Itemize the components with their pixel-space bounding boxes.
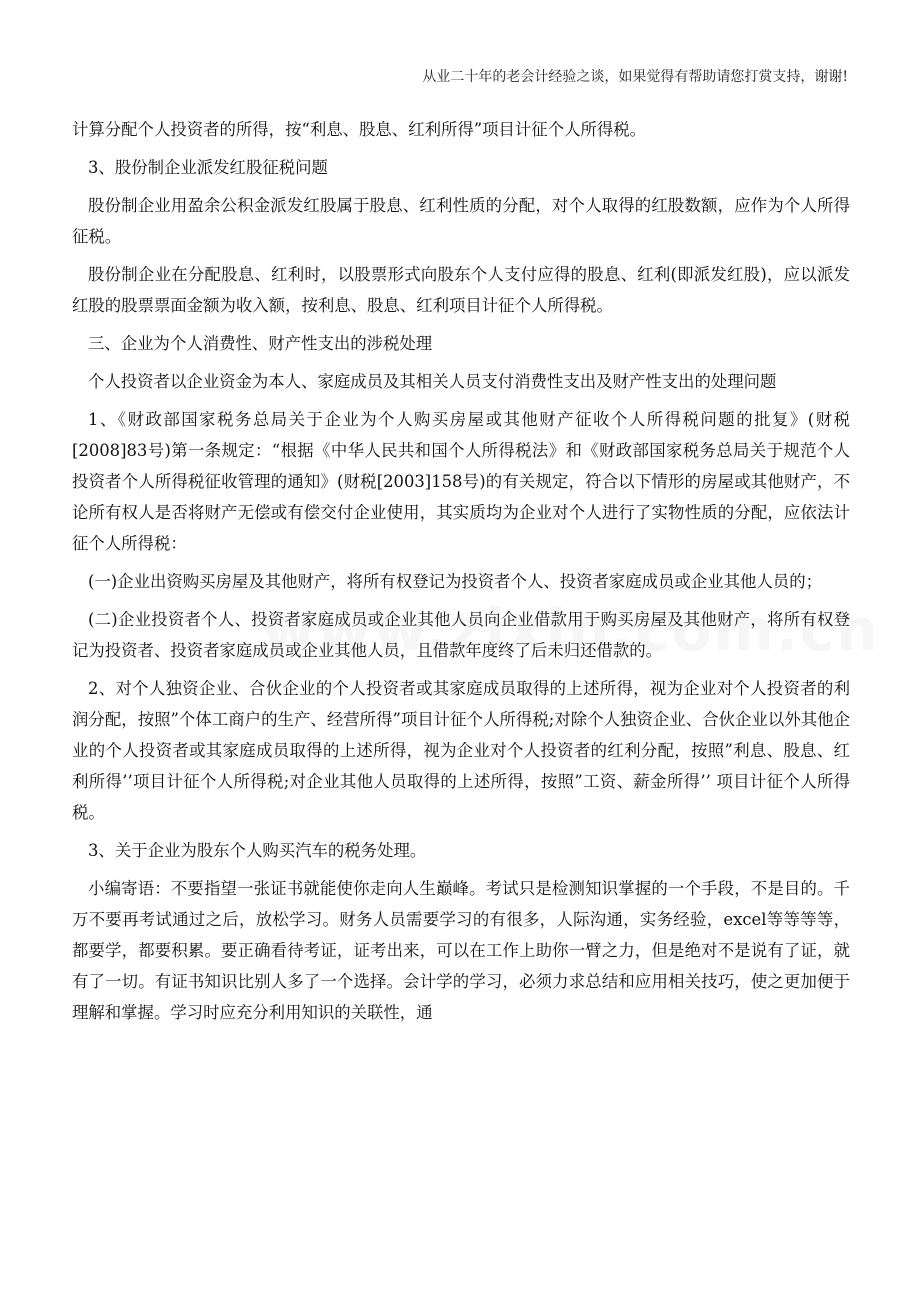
paragraph-continuation: 计算分配个人投资者的所得，按“利息、股息、红利所得”项目计征个人所得税。	[72, 120, 647, 139]
paragraph: 股份制企业用盈余公积金派发红股属于股息、红利性质的分配，对个人取得的红股数额，应作为个人所得征税。	[72, 196, 850, 246]
paragraph: 3、关于企业为股东个人购买汽车的税务处理。	[88, 841, 427, 860]
paragraph: 股份制企业在分配股息、红利时，以股票形式向股东个人支付应得的股息、红利(即派发红股)，应以派发红股的股票票面金额为收入额，按利息、股息、红利项目计征个人所得税。	[72, 265, 850, 315]
section-heading-stock-dividend: 3、股份制企业派发红股征税问题	[88, 158, 328, 177]
paragraph: 个人投资者以企业资金为本人、家庭成员及其相关人员支付消费性支出及财产性支出的处理问题	[88, 372, 777, 391]
list-item: (二)企业投资者个人、投资者家庭成员或企业其他人员向企业借款用于购买房屋及其他财产，将所有权登记为投资者、投资者家庭成员或企业其他人员，且借款年度终了后未归还借款的。	[72, 610, 850, 660]
document-body	[72, 114, 850, 1035]
editor-note: 小编寄语：不要指望一张证书就能使你走向人生巅峰。考试只是检测知识掌握的一个手段，不是目的。千万不要再考试通过之后，放松学习。财务人员需要学习的有很多，人际沟通，实务经验，excel等等等等，都要学，都要积累。要正确看待考证，证考出来，可以在工作上助你一臂之力，但是绝对不是说有了证，就有了一切。有证书知识比别人多了一个选择。会计学的学习，必须力求总结和应用相关技巧，使之更加便于理解和掌握。学习时应充分利用知识的关联性，通	[72, 879, 850, 1022]
section-heading-consumption-expenditure: 三、企业为个人消费性、财产性支出的涉税处理	[88, 334, 433, 353]
list-item: (一)企业出资购买房屋及其他财产，将所有权登记为投资者个人、投资者家庭成员或企业其他人员的；	[88, 572, 822, 591]
paragraph: 2、对个人独资企业、合伙企业的个人投资者或其家庭成员取得的上述所得，视为企业对个人投资者的利润分配，按照”个体工商户的生产、经营所得”项目计征个人所得税;对除个人独资企业、合伙企业以外其他企业的个人投资者或其家庭成员取得的上述所得，视为企业对个人投资者的红利分配，按照”利息、股息、红利所得’’项目计征个人所得税;对企业其他人员取得的上述所得，按照”工资、薪金所得’’ 项目计征个人所得税。	[72, 679, 850, 822]
paragraph: 1、《财政部国家税务总局关于企业为个人购买房屋或其他财产征收个人所得税问题的批复》(财税[2008]83号)第一条规定：“根据《中华人民共和国个人所得税法》和《财政部国家税务总局关于规范个人投资者个人所得税征收管理的通知》(财税[2003]158号)的有关规定，符合以下情形的房屋或其他财产，不论所有权人是否将财产无偿或有偿交付企业使用，其实质均为企业对个人进行了实物性质的分配，应依法计征个人所得税：	[72, 410, 850, 553]
header-note: 从业二十年的老会计经验之谈，如果觉得有帮助请您打赏支持，谢谢!	[422, 69, 848, 85]
